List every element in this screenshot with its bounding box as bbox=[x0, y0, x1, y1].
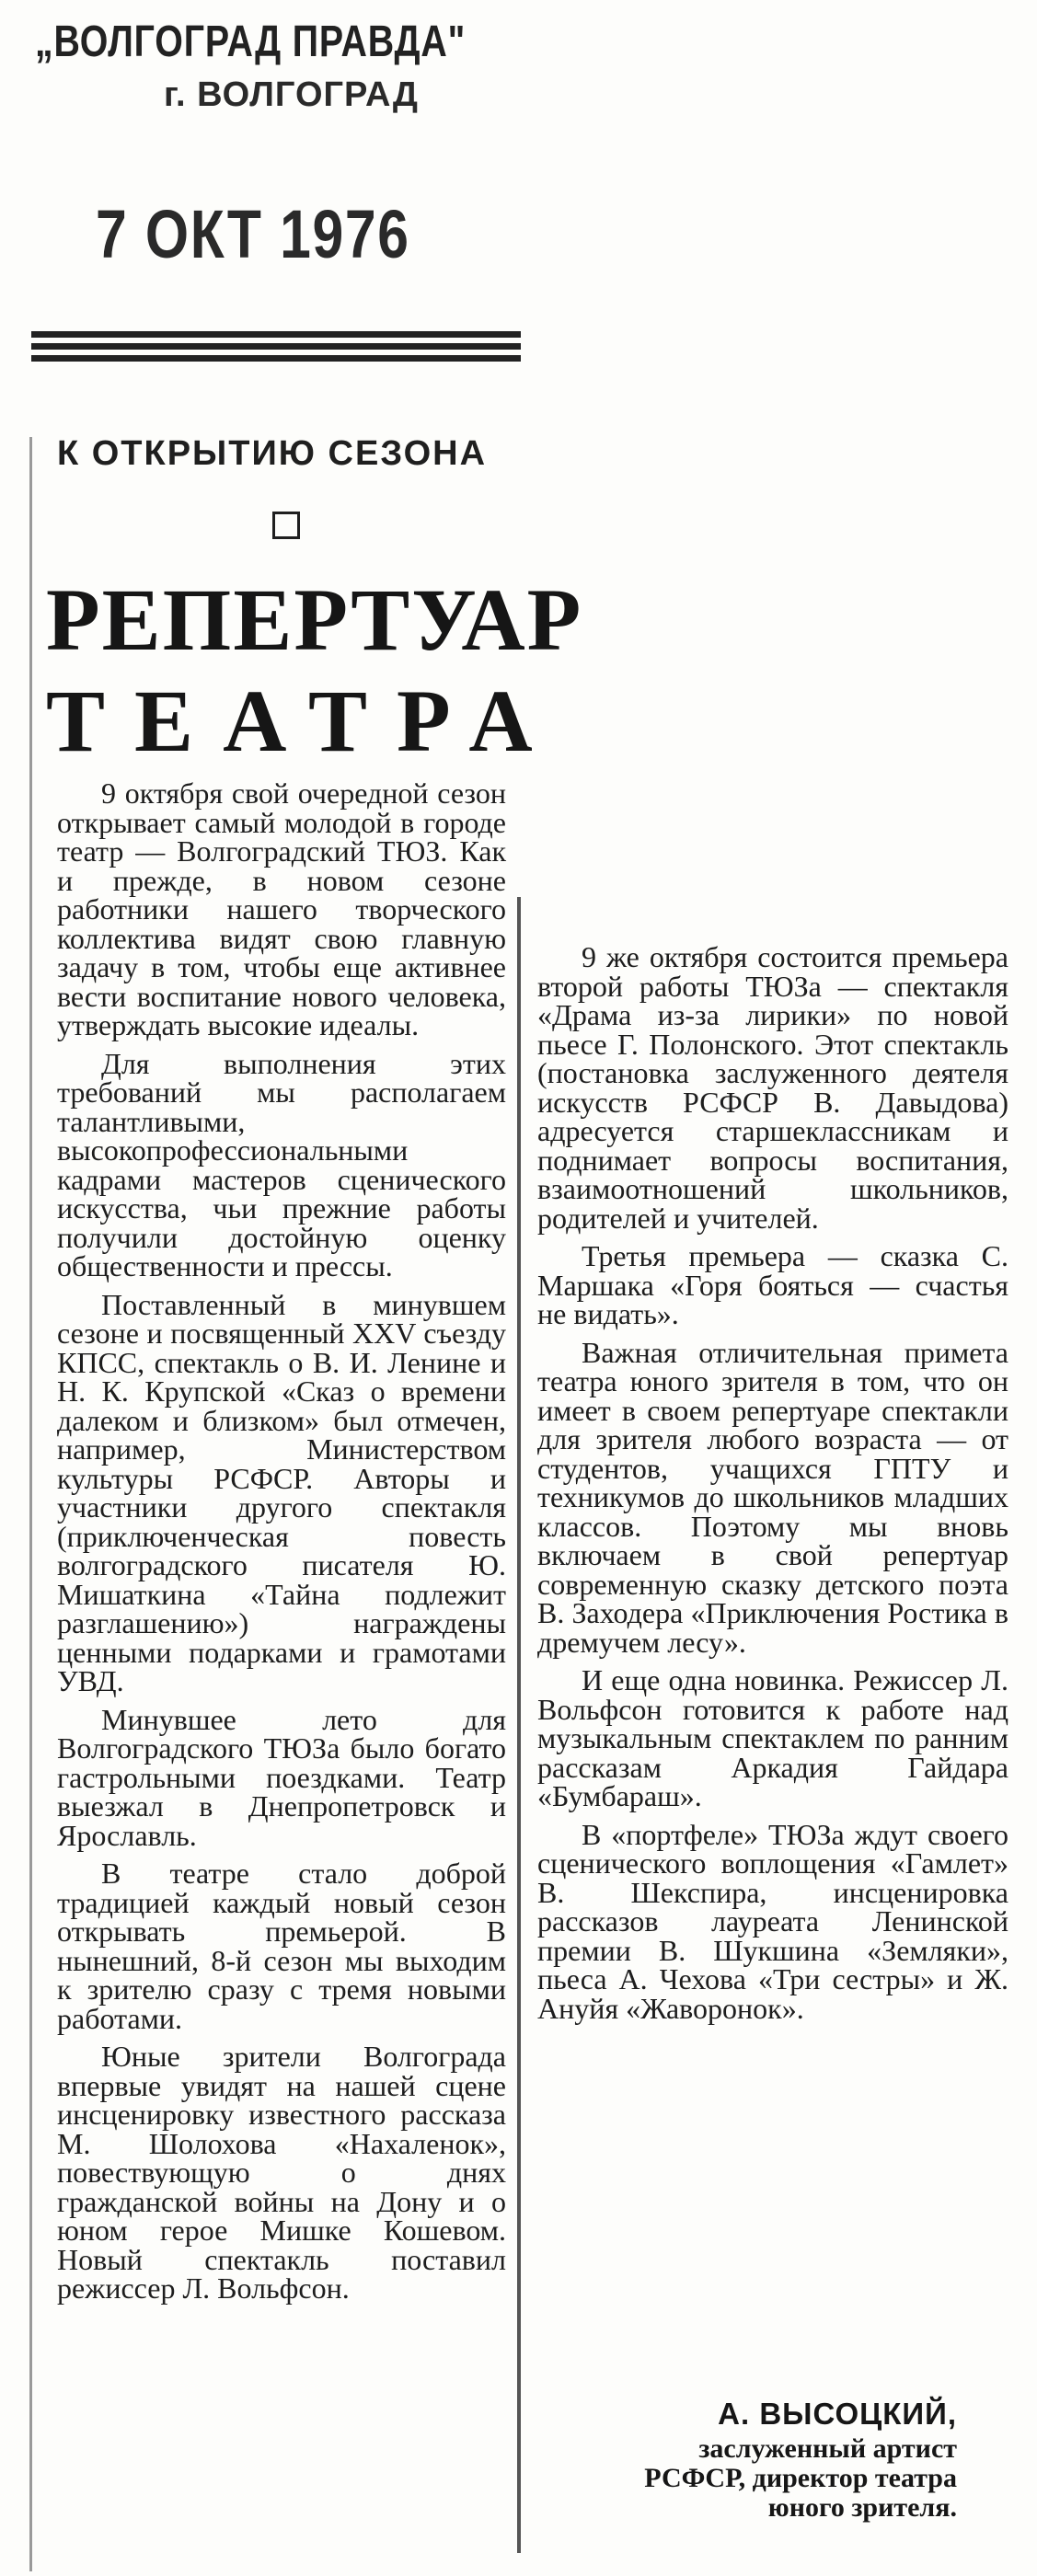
clipping-left-edge bbox=[29, 437, 32, 2571]
paragraph: Минувшее лето для Волгоградского ТЮЗа было богато гастрольными поездками. Театр выезжал в Днепропетровск и Ярославль. bbox=[57, 1702, 506, 1852]
newspaper-stamp-city: г. ВОЛГОГРАД bbox=[164, 75, 419, 114]
article-column-left bbox=[57, 776, 506, 2313]
paragraph: Поставленный в минувшем сезоне и посвященный XXV съезду КПСС, спектакль о В. И. Ленине и Н. К. Крупской «Сказ о времени далеком и близком» был отмечен, например, Министерством культуры РСФСР. Авторы и участники другого спектакля (приключенческая повесть волгоградского писателя Ю. Мишаткина «Тайна подлежит разглашению») награждены ценными подарками и грамотами УВД. bbox=[57, 1287, 506, 1697]
date-stamp: 7 ОКТ 1976 bbox=[96, 196, 410, 272]
paragraph: Третья премьера — сказка С. Маршака «Горя бояться — счастья не видать». bbox=[537, 1239, 1008, 1330]
rubric: К ОТКРЫТИЮ СЕЗОНА bbox=[57, 434, 488, 473]
rule-line bbox=[31, 355, 521, 362]
article-column-right bbox=[537, 940, 1008, 2032]
rule-line bbox=[31, 331, 521, 338]
author-name: А. ВЫСОЦКИЙ, bbox=[718, 2397, 957, 2431]
paragraph: 9 же октября состоится премьера второй работы ТЮЗа — спектакля «Драма из-за лирики» по новой пьесе Г. Полонского. Этот спектакль (постановка заслуженного деятеля искусств РСФСР В. Давыдова) адресуется старшеклассникам и поднимает вопросы воспитания, взаимоотношений школьников, родителей и учителей. bbox=[537, 940, 1008, 1235]
paragraph: В театре стало доброй традицией каждый новый сезон открывать премьерой. В нынешний, 8-й сезон мы выходим к зрителю сразу с тремя новыми работами. bbox=[57, 1857, 506, 2035]
rule-line bbox=[31, 343, 521, 350]
header-rules bbox=[31, 331, 521, 366]
column-divider bbox=[517, 897, 521, 2553]
headline-line-1: РЕПЕРТУАР bbox=[46, 570, 583, 669]
paragraph: В «портфеле» ТЮЗа ждут своего сценического воплощения «Гамлет» В. Шекспира, инсценировка рассказов лауреата Ленинской премии В. Шукшина «Земляки», пьеса А. Чехова «Три сестры» и Ж. Ануйя «Жаворонок». bbox=[537, 1817, 1008, 2025]
square-ornament-icon bbox=[272, 512, 300, 539]
paragraph: Важная отличительная примета театра юного зрителя в том, что он имеет в своем репертуаре спектакли для зрителя любого возраста — от студентов, учащихся ГПТУ и техникумов до школьников младших классов. Поэтому мы вновь включаем в свой репертуар современную сказку детского поэта В. Заходера «Приключения Ростика в дремучем лесу». bbox=[537, 1335, 1008, 1659]
paragraph: Юные зрители Волгограда впервые увидят на нашей сцене инсценировку известного рассказа М. Шолохова «Нахаленок», повествующую о днях гражданской войны на Дону и о юном герое Мишке Кошевом. Новый спектакль поставил режиссер Л. Вольфсон. bbox=[57, 2040, 506, 2305]
paragraph: 9 октября свой очередной сезон открывает самый молодой в городе театр — Волгоградский ТЮЗ. Как и прежде, в новом сезоне работники нашего творческого коллектива видят свою главную задачу в том, чтобы еще активнее вести воспитание нового человека, утверждать высокие идеалы. bbox=[57, 776, 506, 1041]
paragraph: Для выполнения этих требований мы располагаем талантливыми, высокопрофессиональными кадрами мастеров сценического искусства, чьи прежние работы получили достойную оценку общественности и прессы. bbox=[57, 1046, 506, 1282]
headline-line-2: ТЕАТРА bbox=[46, 672, 562, 770]
newspaper-stamp-name: „ВОЛГОГРАД ПРАВДА" bbox=[35, 17, 467, 66]
paragraph: И еще одна новинка. Режиссер Л. Вольфсон готовится к работе над музыкальным спектаклем по ранним рассказам Аркадия Гайдара «Бумбараш». bbox=[537, 1663, 1008, 1812]
author-role: заслуженный артист РСФСР, директор театра юного зрителя. bbox=[644, 2433, 957, 2523]
author-signature bbox=[622, 2398, 957, 2523]
